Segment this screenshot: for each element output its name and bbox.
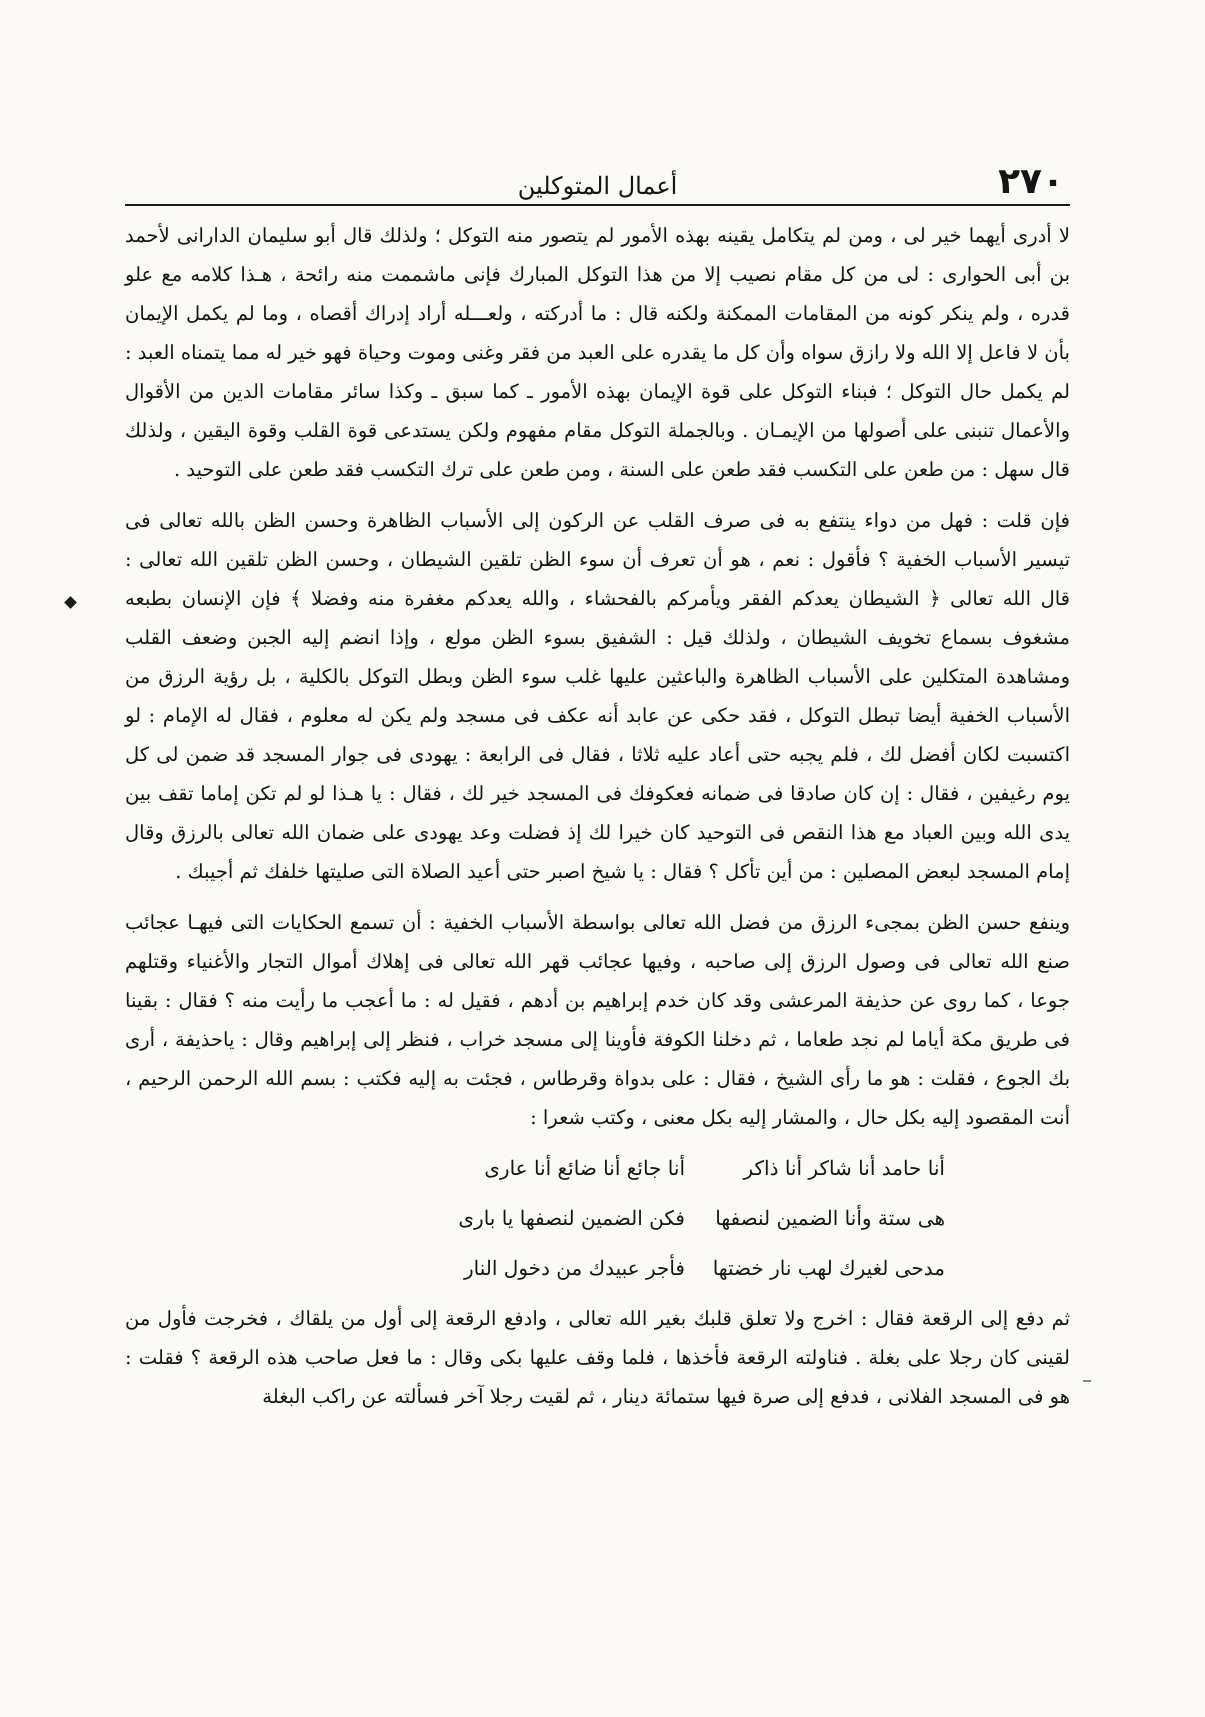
poem-verse [125,1193,945,1243]
paragraph-gap [125,891,1070,903]
poem-verse [125,1143,945,1193]
verse-first-hemistich: هى ستة وأنا الضمين لنصفها [715,1206,945,1230]
page-number: ٢٧٠ [998,161,1064,202]
poem-verse [125,1243,945,1293]
page-header [125,160,1070,206]
paragraph: فإن قلت : فهل من دواء ينتفع به فى صرف القلب عن الركون إلى الأسباب الظاهرة وحسن الظن بالله تعالى فى تيسير الأسباب الخفية ؟ فأقول : نعم ، هو أن تعرف أن سوء الظن تلقين الشيطان ، وحسن الظن تلقين الله تعالى : قال الله تعالى ﴿ الشيطان يعدكم الفقر ويأمركم بالفحشاء ، والله يعدكم مغفرة منه وفضلا ﴾ فإن الإنسان بطبعه مشغوف بسماع تخويف الشيطان ، ولذلك قيل : الشفيق بسوء الظن مولع ، وإذا انضم إليه الجبن وضعف القلب ومشاهدة المتكلين على الأسباب الظاهرة والباعثين عليها غلب سوء الظن وبطل التوكل بالكلية ، بل رؤية الرزق من الأسباب الخفية أيضا تبطل التوكل ، فقد حكى عن عابد أنه عكف فى مسجد ولم يكن له معلوم ، فقال له الإمام : لو اكتسبت لكان أفضل لك ، فلم يجبه حتى أعاد عليه ثلاثا ، فقال فى الرابعة : يهودى فى جوار المسجد قد ضمن لى كل يوم رغيفين ، فقال : إن كان صادقا فى ضمانه فعكوفك فى المسجد خير لك ، فقال : يا هـذا لو لم تكن إماما تقف بين يدى الله وبين العباد مع هذا النقص فى التوحيد كان خيرا لك إذ فضلت وعد يهودى على ضمان الله تعالى بالرزق وقال إمام المسجد لبعض المصلين : من أين تأكل ؟ فقال : يا شيخ اصبر حتى أعيد الصلاة التى صليتها خلفك ثم أجيبك . [125,509,1070,883]
paragraph: ثم دفع إلى الرقعة فقال : اخرج ولا تعلق قلبك بغير الله تعالى ، وادفع الرقعة إلى أول من يلقاك ، فخرجت فأول من لقينى كان رجلا على بغلة . فناولته الرقعة فأخذها ، فلما وقف عليها بكى وقال : ما فعل صاحب هذه الرقعة ؟ فقلت : هو فى المسجد الفلانى ، فدفع إلى صرة فيها ستمائة دينار ، ثم لقيت رجلا آخر فسألته عن راكب البغلة [125,1307,1070,1408]
paragraph-gap [125,489,1070,501]
page-body [125,216,1070,1416]
running-title: أعمال المتوكلين [517,172,678,200]
verse-second-hemistich: فكن الضمين لنصفها يا بارى [458,1206,685,1230]
paragraph: لا أدرى أيهما خير لى ، ومن لم يتكامل يقينه بهذه الأمور لم يتصور منه التوكل ؛ ولذلك قال أبو سليمان الدارانى لأحمد بن أبى الحوارى : لى من كل مقام نصيب إلا من هذا التوكل المبارك فإنى ماشممت منه رائحة ، هـذا كلامه مع علو قدره ، ولم ينكر كونه من المقامات الممكنة ولكنه قال : ما أدركته ، ولعـــله أراد إدراك أقصاه ، وما لم يكمل الإيمان بأن لا فاعل إلا الله ولا رازق سواه وأن كل ما يقدره على العبد من فقر وغنى وموت وحياة فهو خير له مما يتمناه العبد : لم يكمل حال التوكل ؛ فبناء التوكل على قوة الإيمان بهذه الأمور ـ كما سبق ـ وكذا سائر مقامات الدين من الأقوال والأعمال تنبنى على أصولها من الإيمـان . وبالجملة التوكل مقام مفهوم ولكن يستدعى قوة القلب وقوة اليقين ، ولذلك قال سهل : من طعن على التكسب فقد طعن على السنة ، ومن طعن على ترك التكسب فقد طعن على التوحيد . [125,224,1070,481]
verse-first-hemistich: أنا حامد أنا شاكر أنا ذاكر [743,1156,945,1180]
verse-second-hemistich: أنا جائع أنا ضائع أنا عارى [484,1156,685,1180]
paragraph: وينفع حسن الظن بمجىء الرزق من فضل الله تعالى بواسطة الأسباب الخفية : أن تسمع الحكايات التى فيهـا عجائب صنع الله تعالى فى وصول الرزق إلى صاحبه ، وفيها عجائب قهر الله تعالى فى إهلاك أموال التجار والأغنياء وقتلهم جوعا ، كما روى عن حذيفة المرعشى وقد كان خدم إبراهيم بن أدهم ، فقيل له : ما أعجب ما رأيت منه ؟ فقال : بقينا فى طريق مكة أياما لم نجد طعاما ، ثم دخلنا الكوفة فأوينا إلى مسجد خراب ، فنظر إلى إبراهيم وقال : ياحذيفة ، أرى بك الجوع ، فقلت : هو ما رأى الشيخ ، فقال : على بدواة وقرطاس ، فجئت به إليه فكتب : بسم الله الرحمن الرحيم ، أنت المقصود إليه بكل حال ، والمشار إليه بكل معنى ، وكتب شعرا : [125,911,1070,1129]
poem [125,1143,1070,1293]
paragraph-marker-icon [64,596,77,609]
verse-second-hemistich: فأجر عبيدك من دخول النار [464,1256,685,1280]
verse-first-hemistich: مدحى لغيرك لهب نار خضتها [712,1256,945,1280]
scan-mark [1083,1380,1091,1382]
